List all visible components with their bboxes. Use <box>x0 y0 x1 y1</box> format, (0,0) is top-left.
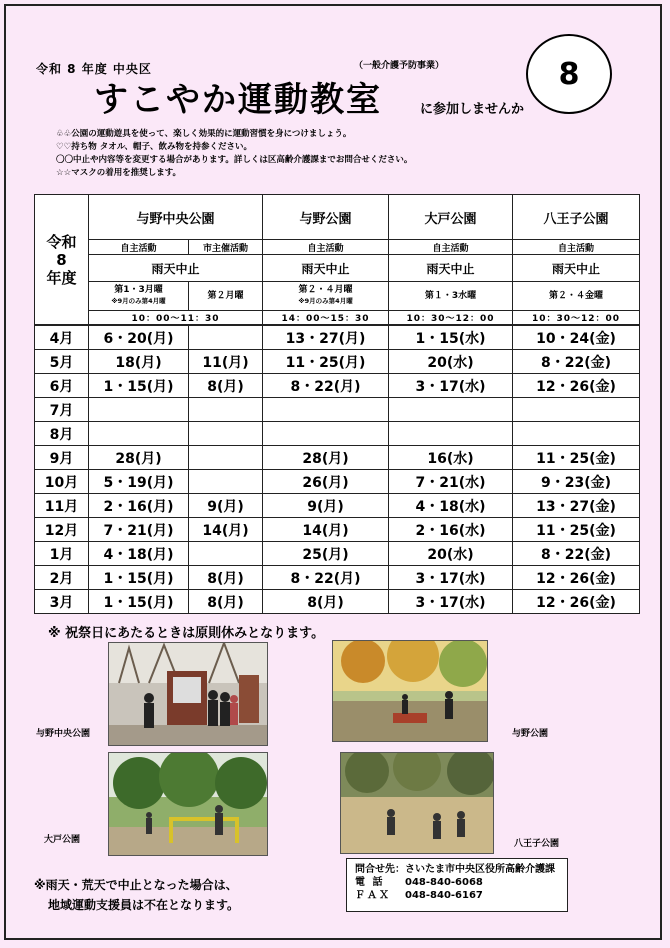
schedule-days-cell <box>263 282 389 311</box>
month-cell: 1月 <box>35 542 89 566</box>
tel-label: 電 話 <box>355 877 385 888</box>
hours: 14：00～15：30 <box>263 311 389 326</box>
issue-number: 8 <box>558 56 580 92</box>
program-type: （一般介護予防事業） <box>354 61 445 71</box>
date-cell: 26(月) <box>263 470 389 494</box>
schedule-days: 第２月曜 <box>189 282 263 311</box>
contact-box <box>346 858 568 912</box>
photo-label-yono: 与野公園 <box>512 729 549 739</box>
date-cell: 9・23(金) <box>513 470 640 494</box>
date-cell: 11(月) <box>189 350 263 374</box>
schedule-days: 第２・４月曜 <box>298 285 353 295</box>
date-cell <box>389 422 513 446</box>
date-cell: 1・15(月) <box>89 590 189 614</box>
date-cell: 8(月) <box>189 374 263 398</box>
park-header-yono: 与野公園 <box>263 195 389 240</box>
title-suffix: に参加しませんか <box>420 102 525 117</box>
schedule-table <box>34 194 640 614</box>
era-label: 令和 <box>46 232 77 251</box>
date-cell <box>263 422 389 446</box>
contact-tel-row <box>355 876 559 889</box>
photo-odo-park <box>108 752 268 856</box>
activity-self: 自主活動 <box>513 240 640 255</box>
note-item: ☆☆マスクの着用を推奨します。 <box>56 168 182 178</box>
date-cell: 8・22(月) <box>263 374 389 398</box>
month-cell: 4月 <box>35 325 89 350</box>
date-cell: 1・15(水) <box>389 325 513 350</box>
photo-label-yono-chuo: 与野中央公園 <box>36 729 91 739</box>
schedule-days-note: ※9月のみ第4月曜 <box>298 297 353 305</box>
photo-label-hachioji: 八王子公園 <box>514 839 560 849</box>
date-cell <box>189 325 263 350</box>
park-header-odo: 大戸公園 <box>389 195 513 240</box>
date-cell: 16(水) <box>389 446 513 470</box>
schedule-days-cell <box>89 282 189 311</box>
holiday-note: ※ 祝祭日にあたるときは原則休みとなります。 <box>48 626 325 641</box>
date-cell: 11・25(月) <box>263 350 389 374</box>
month-cell: 6月 <box>35 374 89 398</box>
date-cell: 8(月) <box>263 590 389 614</box>
date-cell <box>89 422 189 446</box>
photo-yono-park <box>332 640 488 742</box>
date-cell: 8(月) <box>189 590 263 614</box>
date-cell: 20(水) <box>389 542 513 566</box>
date-cell: 8・22(月) <box>263 566 389 590</box>
date-cell: 11・25(金) <box>513 446 640 470</box>
fax-number: 048-840-6167 <box>405 890 483 901</box>
date-cell <box>189 470 263 494</box>
activity-self: 自主活動 <box>89 240 189 255</box>
date-cell <box>89 398 189 422</box>
date-cell: 18(月) <box>89 350 189 374</box>
date-cell: 13・27(月) <box>263 325 389 350</box>
date-cell <box>189 422 263 446</box>
date-cell: 5・19(月) <box>89 470 189 494</box>
page-title: すこやか運動教室 <box>94 80 382 120</box>
rain-cancel: 雨天中止 <box>389 255 513 282</box>
date-cell: 3・17(水) <box>389 374 513 398</box>
date-cell: 8(月) <box>189 566 263 590</box>
table-row <box>35 446 640 470</box>
month-cell: 5月 <box>35 350 89 374</box>
date-cell: 2・16(月) <box>89 494 189 518</box>
date-cell: 7・21(月) <box>89 518 189 542</box>
park-header-hachioji: 八王子公園 <box>513 195 640 240</box>
issue-number-badge <box>526 34 612 114</box>
table-row <box>35 542 640 566</box>
note-item: ♡♡持ち物 タオル、帽子、飲み物を持参ください。 <box>56 142 253 152</box>
schedule-days: 第１・3水曜 <box>389 282 513 311</box>
date-cell: 25(月) <box>263 542 389 566</box>
table-row <box>35 374 640 398</box>
date-cell: 3・17(水) <box>389 590 513 614</box>
activity-self: 自主活動 <box>389 240 513 255</box>
date-cell <box>263 398 389 422</box>
date-cell: 14(月) <box>263 518 389 542</box>
date-cell: 12・26(金) <box>513 566 640 590</box>
schedule-days: 第２・４金曜 <box>513 282 640 311</box>
activity-city: 市主催活動 <box>189 240 263 255</box>
rain-cancel: 雨天中止 <box>513 255 640 282</box>
table-row <box>35 590 640 614</box>
date-cell: 9(月) <box>263 494 389 518</box>
date-cell: 4・18(月) <box>89 542 189 566</box>
date-cell: 8・22(金) <box>513 542 640 566</box>
fax-label: ＦＡＸ <box>355 890 391 901</box>
table-row <box>35 325 640 350</box>
date-cell: 7・21(水) <box>389 470 513 494</box>
date-cell: 2・16(水) <box>389 518 513 542</box>
date-cell: 28(月) <box>263 446 389 470</box>
date-cell: 12・26(金) <box>513 590 640 614</box>
date-cell <box>389 398 513 422</box>
date-cell <box>189 398 263 422</box>
hours: 10：00～11：30 <box>89 311 263 326</box>
date-cell: 3・17(水) <box>389 566 513 590</box>
table-row <box>35 566 640 590</box>
note-item: ♧♧公園の運動遊具を使って、楽しく効果的に運動習慣を身につけましょう。 <box>56 129 352 139</box>
tel-number: 048-840-6068 <box>405 877 483 888</box>
fiscal-year-cell <box>35 195 89 326</box>
table-row <box>35 350 640 374</box>
photo-yono-chuo-park <box>108 642 268 746</box>
activity-self: 自主活動 <box>263 240 389 255</box>
park-header-yono-chuo: 与野中央公園 <box>89 195 263 240</box>
fiscal-year-ward: 令和 8 年度 中央区 <box>36 62 152 76</box>
table-row <box>35 398 640 422</box>
date-cell <box>189 446 263 470</box>
month-cell: 10月 <box>35 470 89 494</box>
date-cell: 4・18(水) <box>389 494 513 518</box>
table-row <box>35 518 640 542</box>
table-row <box>35 422 640 446</box>
hours: 10：30～12：00 <box>513 311 640 326</box>
date-cell <box>513 422 640 446</box>
date-cell <box>513 398 640 422</box>
date-cell: 6・20(月) <box>89 325 189 350</box>
month-cell: 11月 <box>35 494 89 518</box>
hours: 10：30～12：00 <box>389 311 513 326</box>
notes-list <box>56 128 412 180</box>
date-cell <box>189 542 263 566</box>
photo-hachioji-park <box>340 752 494 854</box>
contact-fax-row <box>355 889 559 902</box>
month-cell: 3月 <box>35 590 89 614</box>
date-cell: 11・25(金) <box>513 518 640 542</box>
date-cell: 28(月) <box>89 446 189 470</box>
date-cell: 8・22(金) <box>513 350 640 374</box>
table-row <box>35 470 640 494</box>
rain-note: ※雨天・荒天で中止となった場合は、 <box>34 878 238 892</box>
month-cell: 2月 <box>35 566 89 590</box>
rain-cancel: 雨天中止 <box>89 255 263 282</box>
date-cell: 1・15(月) <box>89 374 189 398</box>
schedule-days-note: ※9月のみ第4月曜 <box>111 297 166 305</box>
table-row <box>35 494 640 518</box>
date-cell: 20(水) <box>389 350 513 374</box>
era-suffix: 年度 <box>46 268 77 287</box>
date-cell: 10・24(金) <box>513 325 640 350</box>
date-cell: 14(月) <box>189 518 263 542</box>
era-year: 8 <box>56 250 67 269</box>
schedule-days: 第1・3月曜 <box>114 285 163 295</box>
month-cell: 7月 <box>35 398 89 422</box>
photo-label-odo: 大戸公園 <box>44 835 81 845</box>
month-cell: 12月 <box>35 518 89 542</box>
date-cell: 13・27(金) <box>513 494 640 518</box>
date-cell: 12・26(金) <box>513 374 640 398</box>
rain-note: 地域運動支援員は不在となります。 <box>48 898 240 912</box>
note-item: 〇〇中止や内容等を変更する場合があります。詳しくは区高齢介護課までお問合せください。 <box>56 155 413 165</box>
contact-title: 問合せ先：さいたま市中央区役所高齢介護課 <box>355 864 555 875</box>
rain-cancel: 雨天中止 <box>263 255 389 282</box>
month-cell: 9月 <box>35 446 89 470</box>
date-cell: 9(月) <box>189 494 263 518</box>
date-cell: 1・15(月) <box>89 566 189 590</box>
month-cell: 8月 <box>35 422 89 446</box>
